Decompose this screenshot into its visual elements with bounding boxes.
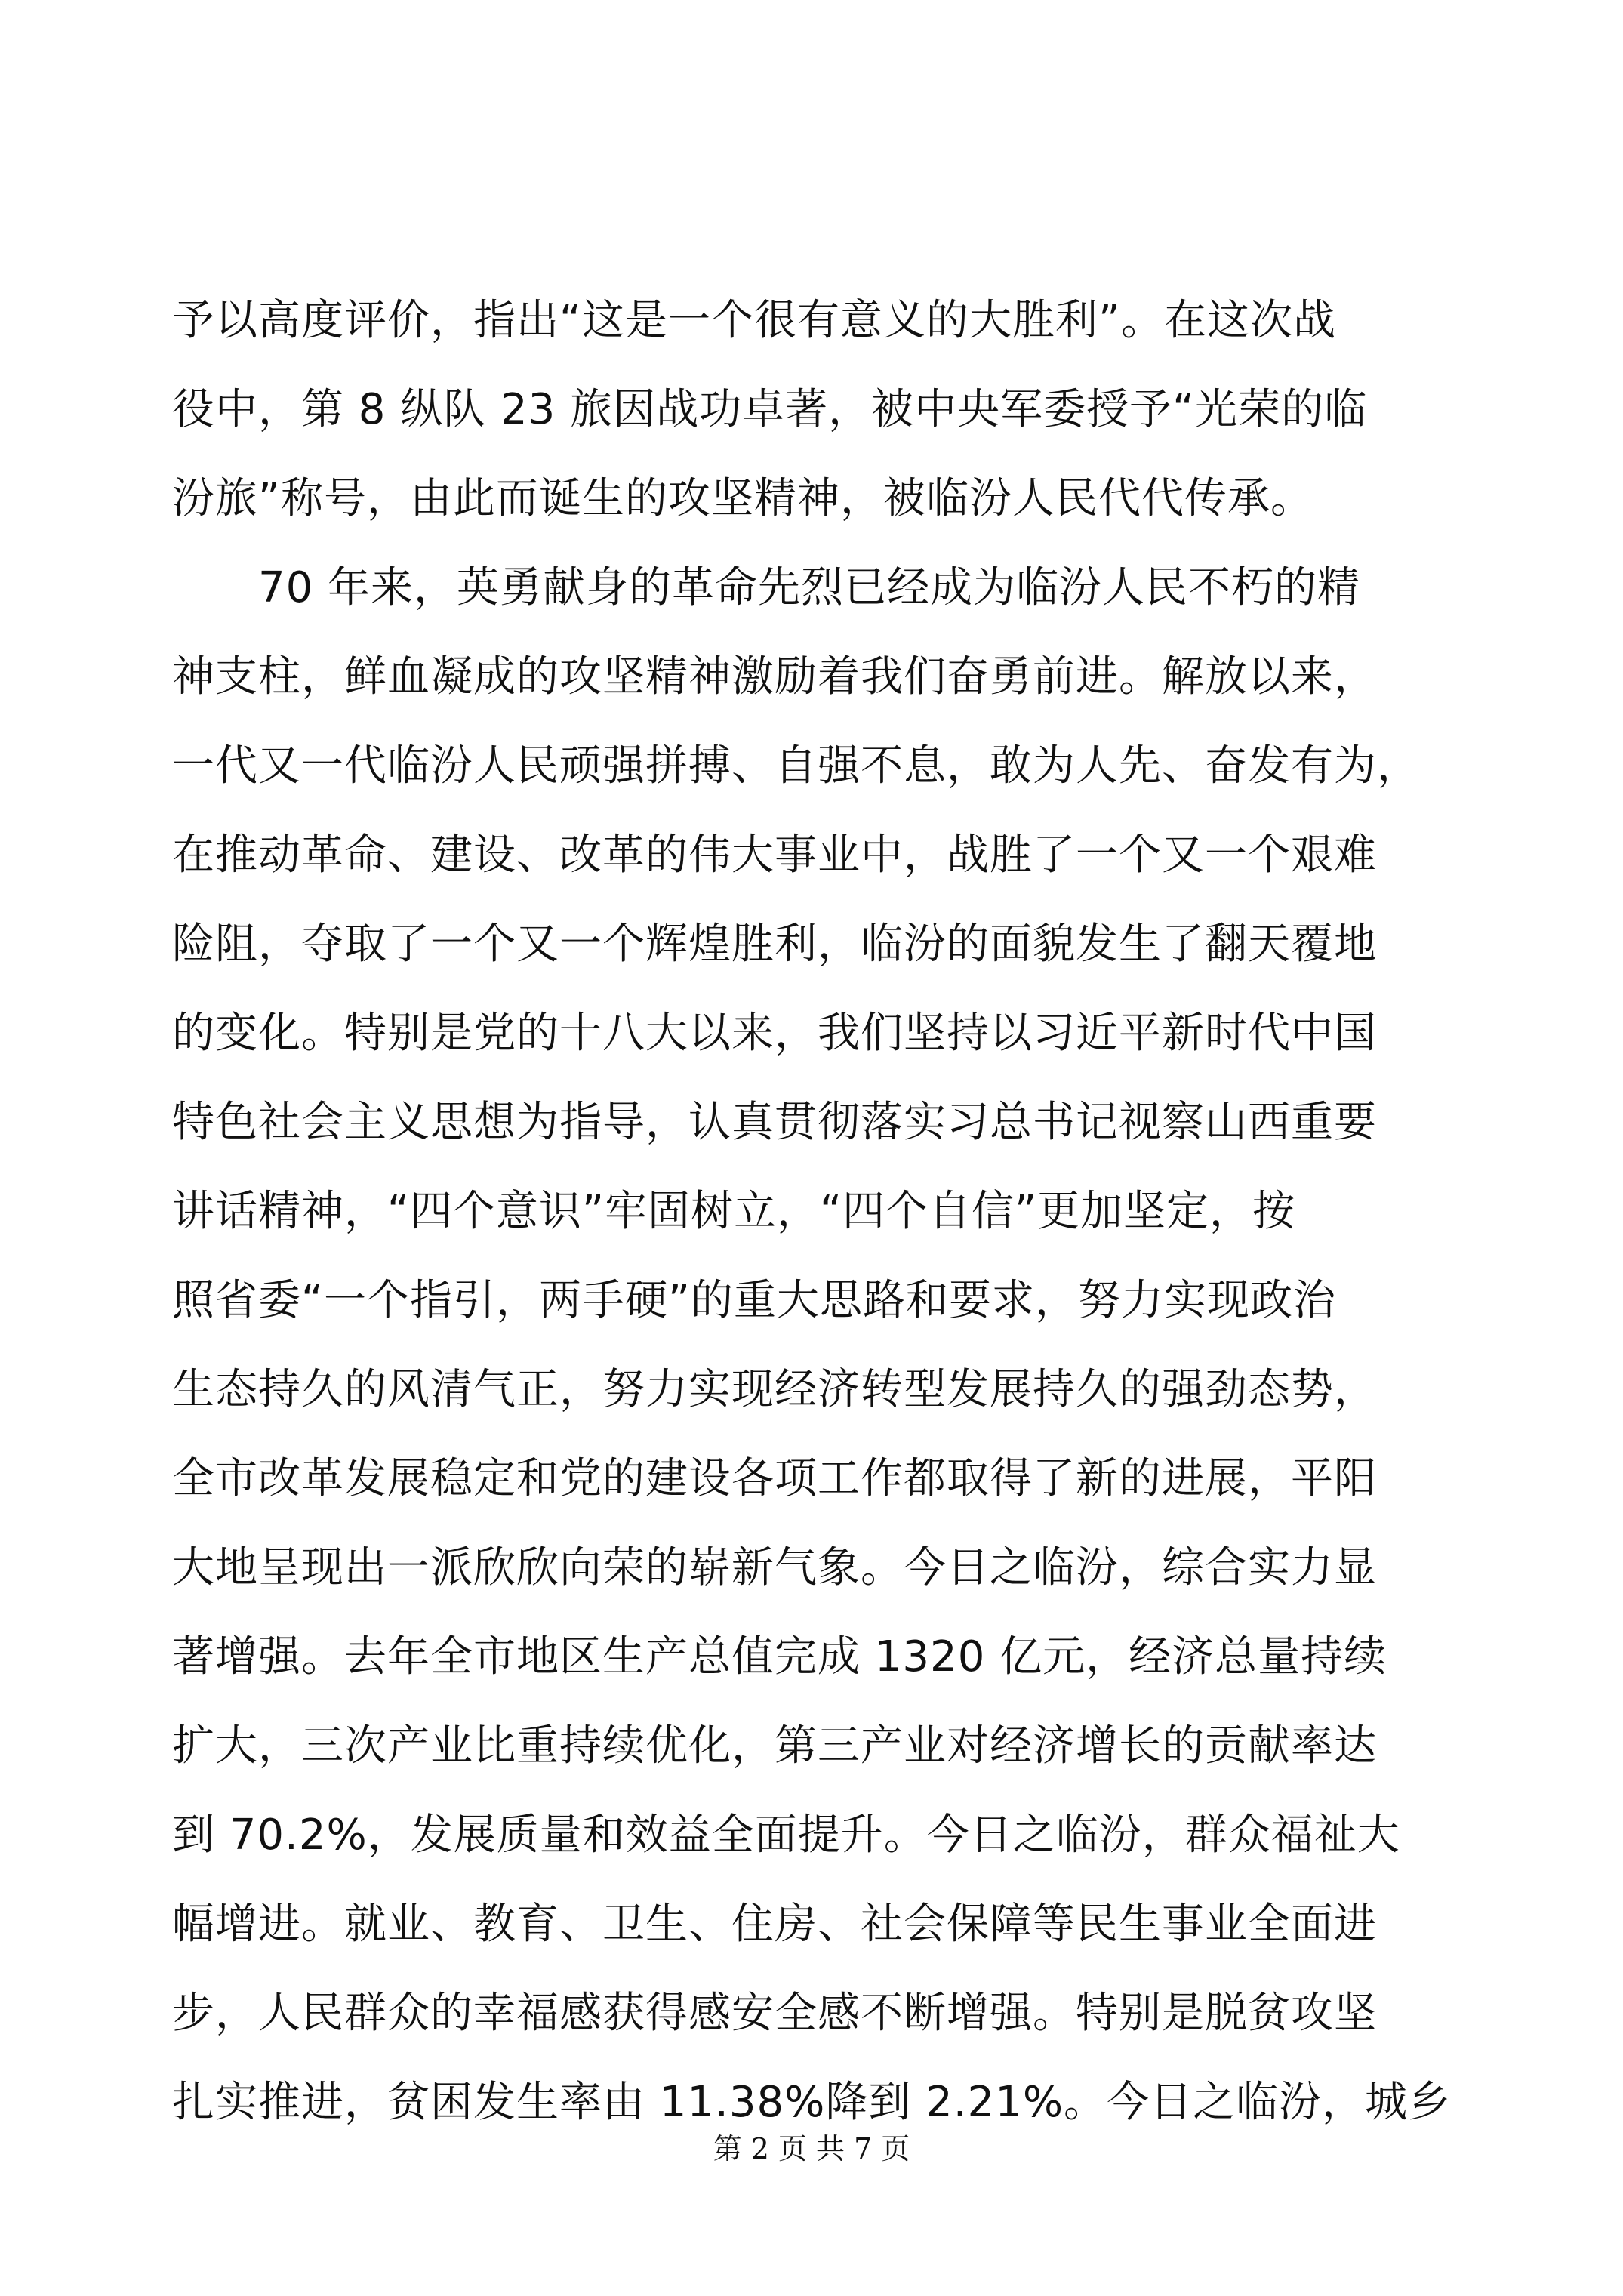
body-text	[172, 276, 1455, 2147]
text-line: 扎实推进，贫困发生率由 11.38%降到 2.21%。今日之临汾，城乡	[172, 2078, 1452, 2127]
text-line: 予以高度评价，指出“这是一个很有意义的大胜利”。在这次战	[172, 296, 1337, 345]
text-line: 汾旅”称号，由此而诞生的攻坚精神，被临汾人民代代传承。	[172, 474, 1314, 523]
text-line: 险阻，夺取了一个又一个辉煌胜利，临汾的面貌发生了翻天覆地	[172, 920, 1377, 969]
text-line: 70 年来，英勇献身的革命先烈已经成为临汾人民不朽的精	[172, 563, 1361, 612]
text-line: 到 70.2%，发展质量和效益全面提升。今日之临汾，群众福祉大	[172, 1811, 1400, 1860]
text-line: 在推动革命、建设、改革的伟大事业中，战胜了一个又一个艰难	[172, 831, 1377, 880]
text-line: 扩大，三次产业比重持续优化，第三产业对经济增长的贡献率达	[172, 1721, 1377, 1771]
text-line: 照省委“一个指引，两手硬”的重大思路和要求，努力实现政治	[172, 1276, 1337, 1325]
text-line: 生态持久的风清气正，努力实现经济转型发展持久的强劲态势，	[172, 1365, 1377, 1414]
text-line: 一代又一代临汾人民顽强拼搏、自强不息，敢为人先、奋发有为，	[172, 741, 1420, 791]
page-footer: 第 2 页 共 7 页	[713, 2132, 910, 2165]
text-line: 全市改革发展稳定和党的建设各项工作都取得了新的进展，平阳	[172, 1454, 1377, 1503]
text-line: 神支柱，鲜血凝成的攻坚精神激励着我们奋勇前进。解放以来，	[172, 652, 1377, 701]
text-line: 特色社会主义思想为指导，认真贯彻落实习总书记视察山西重要	[172, 1098, 1377, 1147]
text-line: 步，人民群众的幸福感获得感安全感不断增强。特别是脱贫攻坚	[172, 1989, 1377, 2038]
text-line: 幅增进。就业、教育、卫生、住房、社会保障等民生事业全面进	[172, 1900, 1377, 1949]
text-line: 讲话精神，“四个意识”牢固树立，“四个自信”更加坚定，按	[172, 1187, 1296, 1236]
text-line: 役中，第 8 纵队 23 旅因战功卓著，被中央军委授予“光荣的临	[172, 385, 1368, 434]
text-line: 的变化。特别是党的十八大以来，我们坚持以习近平新时代中国	[172, 1009, 1377, 1058]
text-line: 著增强。去年全市地区生产总值完成 1320 亿元，经济总量持续	[172, 1632, 1387, 1681]
text-line: 大地呈现出一派欣欣向荣的崭新气象。今日之临汾，综合实力显	[172, 1543, 1377, 1592]
